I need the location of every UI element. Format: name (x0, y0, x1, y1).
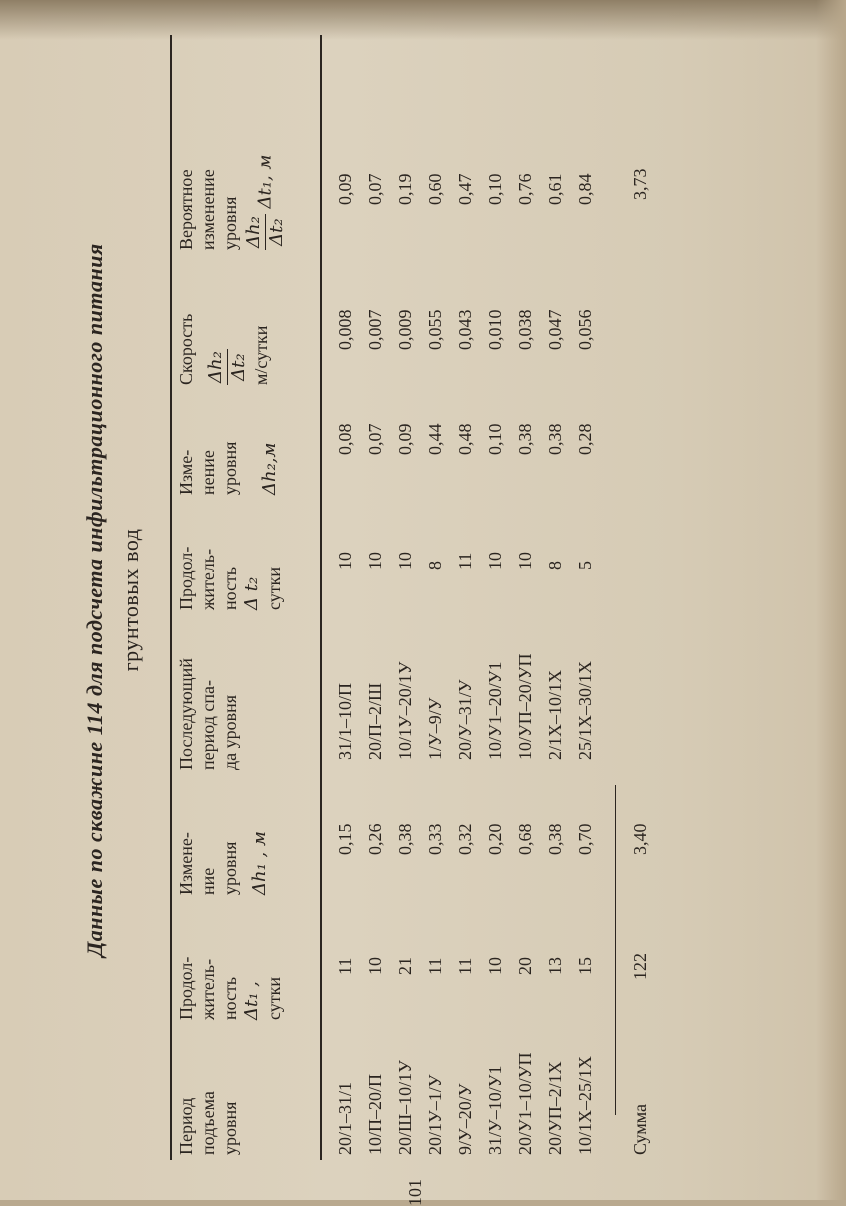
header-dur1-l1: Продол- (176, 956, 196, 1020)
header-speed-title: Скорость (176, 313, 196, 385)
cell-probable: 0,84 (575, 173, 595, 205)
cell-duration1: 11 (455, 957, 475, 975)
cell-duration1: 15 (575, 957, 595, 975)
cell-probable: 0,47 (455, 173, 475, 205)
cell-change1: 0,33 (425, 823, 445, 855)
header-change1 (175, 785, 271, 895)
cell-probable: 0,19 (395, 173, 415, 205)
header-dur2-l3: ность (220, 566, 240, 610)
cell-duration2: 10 (365, 552, 385, 570)
header-prob-l3: уровня (220, 196, 240, 250)
cell-speed: 0,008 (335, 309, 355, 350)
cell-period2: 20/У–31/У (455, 679, 475, 760)
cell-speed: 0,043 (455, 309, 475, 350)
cell-change1: 0,20 (485, 823, 505, 855)
cell-probable: 0,09 (335, 173, 355, 205)
cell-period2: 31/1–10/П (335, 682, 355, 760)
cell-period: 10/1Х–25/1Х (575, 1056, 595, 1155)
header-ch1-symbol: Δh₁ , м (249, 831, 270, 895)
cell-change2: 0,07 (365, 423, 385, 455)
page-number: 101 (405, 1179, 425, 1206)
cell-period: 20/УП–2/1Х (545, 1061, 565, 1155)
table-caption-line2: грунтовых вод (118, 528, 143, 672)
header-period2 (175, 625, 241, 770)
cell-period2: 10/УП–20/УП (515, 653, 535, 760)
header-speed-fraction (205, 349, 250, 385)
cell-duration2: 10 (395, 552, 415, 570)
cell-probable: 0,07 (365, 173, 385, 205)
header-prob-l2: изменение (198, 169, 218, 250)
cell-change1: 0,70 (575, 823, 595, 855)
header-ch2-l1: Изме- (176, 449, 196, 495)
cell-duration2: 11 (455, 552, 475, 570)
cell-speed: 0,010 (485, 309, 505, 350)
total-duration1: 122 (630, 953, 650, 980)
header-change2 (175, 400, 281, 495)
cell-probable: 0,10 (485, 173, 505, 205)
cell-duration2: 8 (425, 561, 445, 570)
header-period-l3: уровня (220, 1101, 240, 1155)
header-prob-l1: Вероятное (176, 169, 196, 250)
header-speed-num: Δh₂ (205, 351, 226, 383)
header-ch2-symbol: Δh₂,м (259, 442, 280, 495)
header-duration1 (175, 910, 285, 1020)
cell-duration2: 10 (335, 552, 355, 570)
header-dur2-unit: сутки (264, 567, 284, 610)
cell-speed: 0,056 (575, 309, 595, 350)
cell-duration2: 10 (485, 552, 505, 570)
cell-change2: 0,44 (425, 423, 445, 455)
header-ch1-l2: ние (198, 867, 218, 895)
total-change1: 3,40 (630, 823, 650, 855)
cell-probable: 0,76 (515, 173, 535, 205)
header-speed-den: Δt₂ (228, 353, 249, 381)
header-period (175, 1035, 241, 1155)
cell-change1: 0,68 (515, 823, 535, 855)
cell-speed: 0,055 (425, 309, 445, 350)
cell-duration1: 21 (395, 957, 415, 975)
header-speed-unit: м/сутки (251, 325, 271, 385)
cell-change2: 0,48 (455, 423, 475, 455)
header-ch2-l3: уровня (220, 441, 240, 495)
header-ch1-l3: уровня (220, 841, 240, 895)
header-dur2-symbol: Δ t₂ (241, 576, 262, 610)
cell-period2: 2/1Х–10/1Х (545, 670, 565, 760)
total-probable: 3,73 (630, 168, 650, 200)
cell-change2: 0,28 (575, 423, 595, 455)
cell-change1: 0,32 (455, 823, 475, 855)
cell-period2: 1/У–9/У (425, 697, 445, 760)
cell-change1: 0,15 (335, 823, 355, 855)
header-dur1-l2: житель- (198, 958, 218, 1020)
cell-period2: 10/У1–20/У1 (485, 661, 505, 760)
header-dur1-symbol: Δt₁ , (241, 981, 262, 1020)
cell-duration1: 13 (545, 957, 565, 975)
cell-change2: 0,10 (485, 423, 505, 455)
cell-change2: 0,38 (545, 423, 565, 455)
header-period-l2: подъема (198, 1091, 218, 1155)
cell-duration1: 11 (335, 957, 355, 975)
cell-speed: 0,009 (395, 309, 415, 350)
header-period2-l3: да уровня (220, 694, 240, 770)
table-caption-line1: Данные по скважине 114 для подсчета инфильтрационного питания (82, 243, 107, 957)
cell-change2: 0,38 (515, 423, 535, 455)
header-speed (175, 265, 272, 385)
cell-duration1: 10 (365, 957, 385, 975)
cell-speed: 0,038 (515, 309, 535, 350)
header-prob-num: Δh₂ (243, 216, 264, 248)
cell-probable: 0,61 (545, 173, 565, 205)
header-dur1-l3: ность (220, 976, 240, 1020)
cell-change1: 0,38 (395, 823, 415, 855)
header-probable (175, 110, 288, 250)
cell-change1: 0,38 (545, 823, 565, 855)
cell-period: 20/У1–10/УП (515, 1052, 535, 1155)
header-ch1-l1: Измене- (176, 832, 196, 895)
header-dur2-l2: житель- (198, 548, 218, 610)
cell-duration2: 10 (515, 552, 535, 570)
cell-speed: 0,047 (545, 309, 565, 350)
sum-rule (615, 785, 616, 1115)
cell-duration1: 11 (425, 957, 445, 975)
header-period2-l2: период спа- (198, 680, 218, 770)
cell-change1: 0,26 (365, 823, 385, 855)
header-dur2-l1: Продол- (176, 546, 196, 610)
cell-duration1: 20 (515, 957, 535, 975)
header-bottom-rule (320, 35, 322, 1160)
header-ch2-l2: нение (198, 450, 218, 495)
header-top-rule (170, 35, 172, 1160)
cell-change2: 0,09 (395, 423, 415, 455)
cell-speed: 0,007 (365, 309, 385, 350)
cell-period: 20/1–31/1 (335, 1081, 355, 1155)
cell-duration2: 5 (575, 561, 595, 570)
header-dur1-unit: сутки (264, 977, 284, 1020)
header-prob-den: Δt₂ (266, 218, 287, 246)
total-label: Сумма (630, 1104, 650, 1155)
header-prob-tail: Δt₁, м (254, 154, 276, 209)
cell-period: 20/1У–1/У (425, 1074, 445, 1155)
cell-period2: 20/П–2/Ш (365, 682, 385, 760)
header-period-l1: Период (176, 1097, 196, 1155)
cell-duration2: 8 (545, 561, 565, 570)
header-prob-fraction (243, 214, 288, 250)
cell-duration1: 10 (485, 957, 505, 975)
cell-period: 31/У–10/У1 (485, 1065, 505, 1155)
cell-change2: 0,08 (335, 423, 355, 455)
cell-period: 10/П–20/П (365, 1074, 385, 1155)
cell-probable: 0,60 (425, 173, 445, 205)
header-duration2 (175, 510, 285, 610)
cell-period2: 10/1У–20/1У (395, 661, 415, 760)
cell-period: 9/У–20/У (455, 1083, 475, 1155)
cell-period: 20/Ш–10/1У (395, 1060, 415, 1155)
cell-period2: 25/1Х–30/1Х (575, 661, 595, 760)
header-period2-l1: Последующий (176, 658, 196, 770)
